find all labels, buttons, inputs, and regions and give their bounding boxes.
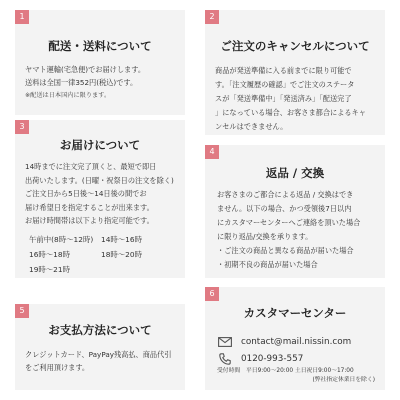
- email-row: [217, 336, 351, 348]
- card-title: お届けについて: [59, 138, 141, 152]
- time-slot: 18時〜20時: [101, 250, 142, 259]
- body-line: ません。以下の場合、かつ受領後7日以内: [217, 204, 352, 213]
- card-number-badge: 5: [15, 304, 29, 318]
- time-slot: [101, 262, 173, 277]
- card-number-badge: 6: [205, 287, 219, 301]
- body-line: ・初期不良の商品が届いた場合: [217, 260, 318, 269]
- body-line: ・ご注文の商品と異なる商品が届いた場合: [217, 246, 354, 255]
- body-line: に限り返品/交換を承ります。: [217, 232, 313, 241]
- body-line: 」になっている場合、お客さま都合によるキャ: [215, 108, 366, 117]
- body-line: 送料は全国一律352円(税込)です。: [25, 78, 138, 87]
- time-slot: 14時〜16時: [101, 235, 142, 244]
- card-body: [215, 64, 366, 134]
- body-line: お客さまのご都合による返品 / 交換はでき: [217, 190, 354, 199]
- body-line: をご利用頂けます。: [25, 363, 90, 372]
- card-customer-center: [205, 287, 385, 390]
- card-title: ご注文のキャンセルについて: [220, 39, 370, 53]
- body-note: ※配送は日本国内に限ります。: [25, 92, 111, 99]
- card-number-badge: 4: [205, 145, 219, 159]
- business-hours-note: (弊社指定休業日を除く): [312, 377, 375, 383]
- card-payment: [15, 304, 185, 390]
- body-line: お届け時間帯は以下より指定可能です。: [25, 216, 154, 225]
- card-title: カスタマーセンター: [243, 306, 347, 320]
- body-line: ヤマト運輸(宅急便)でお届けします。: [25, 65, 146, 74]
- card-title: 返品 / 交換: [265, 166, 325, 180]
- phone-number[interactable]: 0120-993-557: [241, 354, 304, 364]
- time-slot: 19時〜21時: [29, 265, 70, 274]
- card-title: 配送・送料について: [48, 39, 152, 53]
- body-line: にカスタマーセンターへご連絡を頂いた場合: [217, 218, 361, 227]
- card-body: [25, 160, 174, 228]
- card-cancellation: [205, 10, 385, 135]
- body-line: ンセルはできません。: [215, 122, 288, 131]
- hours-block: [217, 367, 375, 385]
- card-delivery: [15, 120, 185, 278]
- card-number-badge: 3: [15, 120, 29, 134]
- business-hours: 受付時間 平日9:00〜20:00 土日祝日9:00〜17:00: [217, 368, 354, 374]
- phone-icon: [217, 353, 233, 365]
- mail-icon: [217, 336, 233, 348]
- body-line: 出荷いたします。(日曜・祝祭日の注文を除く): [25, 175, 174, 185]
- email-address[interactable]: contact@mail.nissin.com: [241, 337, 352, 347]
- body-line: クレジットカード、PayPay残高払、商品代引: [25, 350, 172, 359]
- body-line: スが「発送準備中」「発送済み」「配送完了: [215, 94, 352, 103]
- card-number-badge: 1: [15, 10, 29, 24]
- time-slot-list: [29, 232, 173, 277]
- body-line: 14時までに注文完了頂くと、最短で即日: [25, 162, 157, 171]
- body-line: 届け希望日を指定することが出来ます。: [25, 202, 154, 212]
- time-slot: 午前中(8時〜12時): [29, 235, 94, 244]
- card-body: [25, 63, 145, 102]
- time-slot-row: [29, 247, 173, 262]
- body-line: ご注文日から5日後〜14日後の間でお: [25, 189, 147, 198]
- body-line: す。「注文履歴の確認」でご注文のステータ: [215, 80, 355, 89]
- body-line: 商品が発送準備に入る前までに限り可能で: [215, 66, 352, 75]
- phone-row: [217, 353, 303, 365]
- time-slot-row: [29, 262, 173, 277]
- time-slot: 16時〜18時: [29, 250, 70, 259]
- card-body: [217, 188, 360, 272]
- card-shipping: [15, 10, 185, 115]
- card-title: お支払方法について: [48, 323, 152, 337]
- card-returns: [205, 145, 385, 278]
- card-body: [25, 348, 171, 374]
- card-number-badge: 2: [205, 10, 219, 24]
- time-slot-row: [29, 232, 173, 247]
